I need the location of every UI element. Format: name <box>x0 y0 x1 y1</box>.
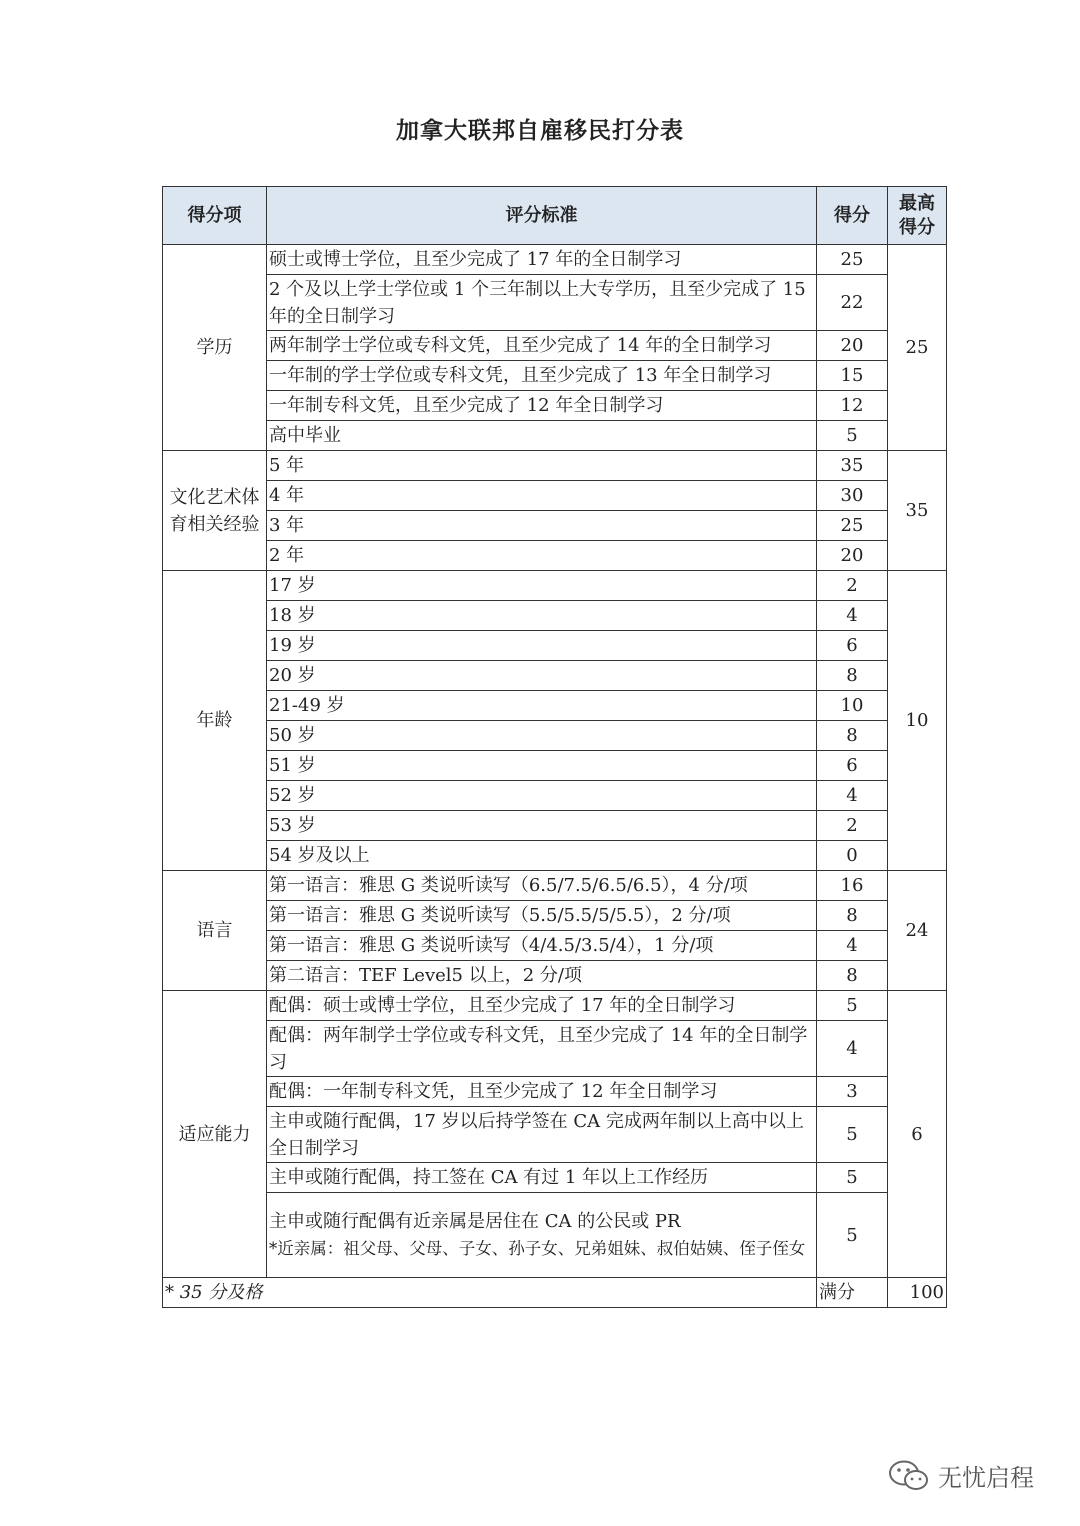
criteria-cell <box>267 275 817 331</box>
points-cell: 16 <box>817 871 888 901</box>
points-cell: 8 <box>817 721 888 751</box>
table-row <box>163 571 947 601</box>
criteria-cell <box>267 541 817 571</box>
points-cell: 4 <box>817 781 888 811</box>
criteria-text: 一年制的学士学位或专科文凭，且至少完成了 13 年全日制学习 <box>269 365 772 386</box>
criteria-text: 5 年 <box>269 455 305 476</box>
criteria-cell <box>267 901 817 931</box>
criteria-text: 配偶：硕士或博士学位，且至少完成了 17 年的全日制学习 <box>269 995 736 1016</box>
category-cell: 语言 <box>163 871 267 991</box>
criteria-cell <box>267 871 817 901</box>
wechat-icon <box>888 1459 930 1493</box>
table-row <box>163 751 947 781</box>
table-row <box>163 961 947 991</box>
table-row <box>163 361 947 391</box>
points-cell: 5 <box>817 991 888 1021</box>
criteria-text: 18 岁 <box>269 605 316 626</box>
points-cell: 20 <box>817 541 888 571</box>
criteria-cell <box>267 781 817 811</box>
points-cell: 0 <box>817 841 888 871</box>
table-row <box>163 1077 947 1107</box>
max-points-cell: 25 <box>888 245 947 451</box>
table-row <box>163 931 947 961</box>
criteria-text: 2 年 <box>269 545 305 566</box>
pass-note: * 35 分及格 <box>163 1278 817 1308</box>
criteria-cell <box>267 1021 817 1077</box>
criteria-cell <box>267 481 817 511</box>
criteria-cell <box>267 601 817 631</box>
criteria-text: 54 岁及以上 <box>269 845 370 866</box>
criteria-cell <box>267 631 817 661</box>
criteria-text: 2 个及以上学士学位或 1 个三年制以上大专学历，且至少完成了 15 年的全日制学习 <box>269 278 806 327</box>
criteria-text: 第一语言：雅思 G 类说听读写（6.5/7.5/6.5/6.5），4 分/项 <box>269 875 748 896</box>
criteria-cell <box>267 1077 817 1107</box>
header-criteria: 评分标准 <box>267 187 817 245</box>
criteria-text: 3 年 <box>269 515 305 536</box>
points-cell: 5 <box>817 1193 888 1278</box>
criteria-text: 两年制学士学位或专科文凭，且至少完成了 14 年的全日制学习 <box>269 335 772 356</box>
total-label: 满分 <box>817 1278 888 1308</box>
criteria-text: 主申或随行配偶，17 岁以后持学签在 CA 完成两年制以上高中以上全日制学习 <box>269 1110 804 1159</box>
points-cell: 5 <box>817 421 888 451</box>
criteria-cell <box>267 691 817 721</box>
points-cell: 5 <box>817 1163 888 1193</box>
table-row <box>163 1163 947 1193</box>
table-row <box>163 871 947 901</box>
table-header-row <box>163 187 947 245</box>
criteria-cell <box>267 451 817 481</box>
max-points-cell: 10 <box>888 571 947 871</box>
table-row <box>163 391 947 421</box>
table-row <box>163 841 947 871</box>
criteria-text: 配偶：一年制专科文凭，且至少完成了 12 年全日制学习 <box>269 1081 718 1102</box>
criteria-text: 第一语言：雅思 G 类说听读写（4/4.5/3.5/4），1 分/项 <box>269 935 714 956</box>
criteria-cell <box>267 361 817 391</box>
criteria-text: 51 岁 <box>269 755 316 776</box>
criteria-cell <box>267 245 817 275</box>
table-row <box>163 631 947 661</box>
max-points-cell: 35 <box>888 451 947 571</box>
criteria-text: 19 岁 <box>269 635 316 656</box>
criteria-text: 一年制专科文凭，且至少完成了 12 年全日制学习 <box>269 395 664 416</box>
criteria-text: 20 岁 <box>269 665 316 686</box>
points-cell: 35 <box>817 451 888 481</box>
category-cell: 适应能力 <box>163 991 267 1278</box>
table-row <box>163 1107 947 1163</box>
header-max: 最高 得分 <box>888 187 947 245</box>
points-cell: 6 <box>817 631 888 661</box>
criteria-text: 53 岁 <box>269 815 316 836</box>
table-row <box>163 245 947 275</box>
criteria-text: 4 年 <box>269 485 305 506</box>
table-row <box>163 811 947 841</box>
points-cell: 6 <box>817 751 888 781</box>
criteria-text: 高中毕业 <box>269 425 341 446</box>
criteria-cell <box>267 991 817 1021</box>
points-cell: 10 <box>817 691 888 721</box>
points-cell: 2 <box>817 811 888 841</box>
table-row <box>163 331 947 361</box>
criteria-text: 硕士或博士学位，且至少完成了 17 年的全日制学习 <box>269 249 682 270</box>
points-cell: 25 <box>817 245 888 275</box>
criteria-cell <box>267 841 817 871</box>
table-row <box>163 1021 947 1077</box>
header-points: 得分 <box>817 187 888 245</box>
table-row <box>163 1193 947 1278</box>
points-cell: 4 <box>817 601 888 631</box>
criteria-cell <box>267 331 817 361</box>
criteria-text: 17 岁 <box>269 575 316 596</box>
table-row <box>163 721 947 751</box>
points-cell: 15 <box>817 361 888 391</box>
criteria-cell <box>267 1193 817 1278</box>
criteria-text: 21-49 岁 <box>269 695 345 716</box>
points-cell: 8 <box>817 661 888 691</box>
criteria-text: 第一语言：雅思 G 类说听读写（5.5/5.5/5/5.5），2 分/项 <box>269 905 731 926</box>
table-row <box>163 541 947 571</box>
header-item: 得分项 <box>163 187 267 245</box>
table-row <box>163 451 947 481</box>
table-row <box>163 781 947 811</box>
criteria-cell <box>267 1107 817 1163</box>
watermark-text: 无忧启程 <box>938 1464 1034 1492</box>
criteria-text: 配偶：两年制学士学位或专科文凭，且至少完成了 14 年的全日制学习 <box>269 1024 808 1073</box>
table-row <box>163 275 947 331</box>
points-cell: 3 <box>817 1077 888 1107</box>
table-row <box>163 991 947 1021</box>
points-cell: 5 <box>817 1107 888 1163</box>
points-cell: 4 <box>817 931 888 961</box>
table-body <box>163 245 947 1308</box>
table-row <box>163 481 947 511</box>
criteria-text: 52 岁 <box>269 785 316 806</box>
max-points-cell: 24 <box>888 871 947 991</box>
criteria-text: 50 岁 <box>269 725 316 746</box>
criteria-cell <box>267 421 817 451</box>
category-cell: 年龄 <box>163 571 267 871</box>
watermark <box>888 1458 1034 1493</box>
category-cell: 学历 <box>163 245 267 451</box>
page-title: 加拿大联邦自雇移民打分表 <box>396 118 684 144</box>
criteria-note: *近亲属：祖父母、父母、子女、孙子女、兄弟姐妹、叔伯姑姨、侄子侄女 <box>269 1239 806 1258</box>
points-cell: 8 <box>817 961 888 991</box>
criteria-cell <box>267 961 817 991</box>
table-row <box>163 601 947 631</box>
table-row <box>163 421 947 451</box>
criteria-cell <box>267 1163 817 1193</box>
table-row <box>163 691 947 721</box>
table-row <box>163 901 947 931</box>
max-points-cell: 6 <box>888 991 947 1278</box>
criteria-cell <box>267 751 817 781</box>
criteria-cell <box>267 391 817 421</box>
points-cell: 20 <box>817 331 888 361</box>
criteria-cell <box>267 661 817 691</box>
footer-row <box>163 1278 947 1308</box>
criteria-text: 主申或随行配偶有近亲属是居住在 CA 的公民或 PR <box>269 1211 681 1232</box>
points-cell: 25 <box>817 511 888 541</box>
criteria-text: 第二语言：TEF Level5 以上，2 分/项 <box>269 965 582 986</box>
points-cell: 30 <box>817 481 888 511</box>
category-cell: 文化艺术体育相关经验 <box>163 451 267 571</box>
criteria-text: 主申或随行配偶，持工签在 CA 有过 1 年以上工作经历 <box>269 1167 709 1188</box>
criteria-cell <box>267 511 817 541</box>
criteria-cell <box>267 571 817 601</box>
points-cell: 8 <box>817 901 888 931</box>
score-table <box>162 186 947 1308</box>
points-cell: 22 <box>817 275 888 331</box>
points-cell: 2 <box>817 571 888 601</box>
total-value: 100 <box>888 1278 947 1308</box>
points-cell: 12 <box>817 391 888 421</box>
points-cell: 4 <box>817 1021 888 1077</box>
table-row <box>163 511 947 541</box>
table-row <box>163 661 947 691</box>
criteria-cell <box>267 811 817 841</box>
criteria-cell <box>267 931 817 961</box>
criteria-cell <box>267 721 817 751</box>
